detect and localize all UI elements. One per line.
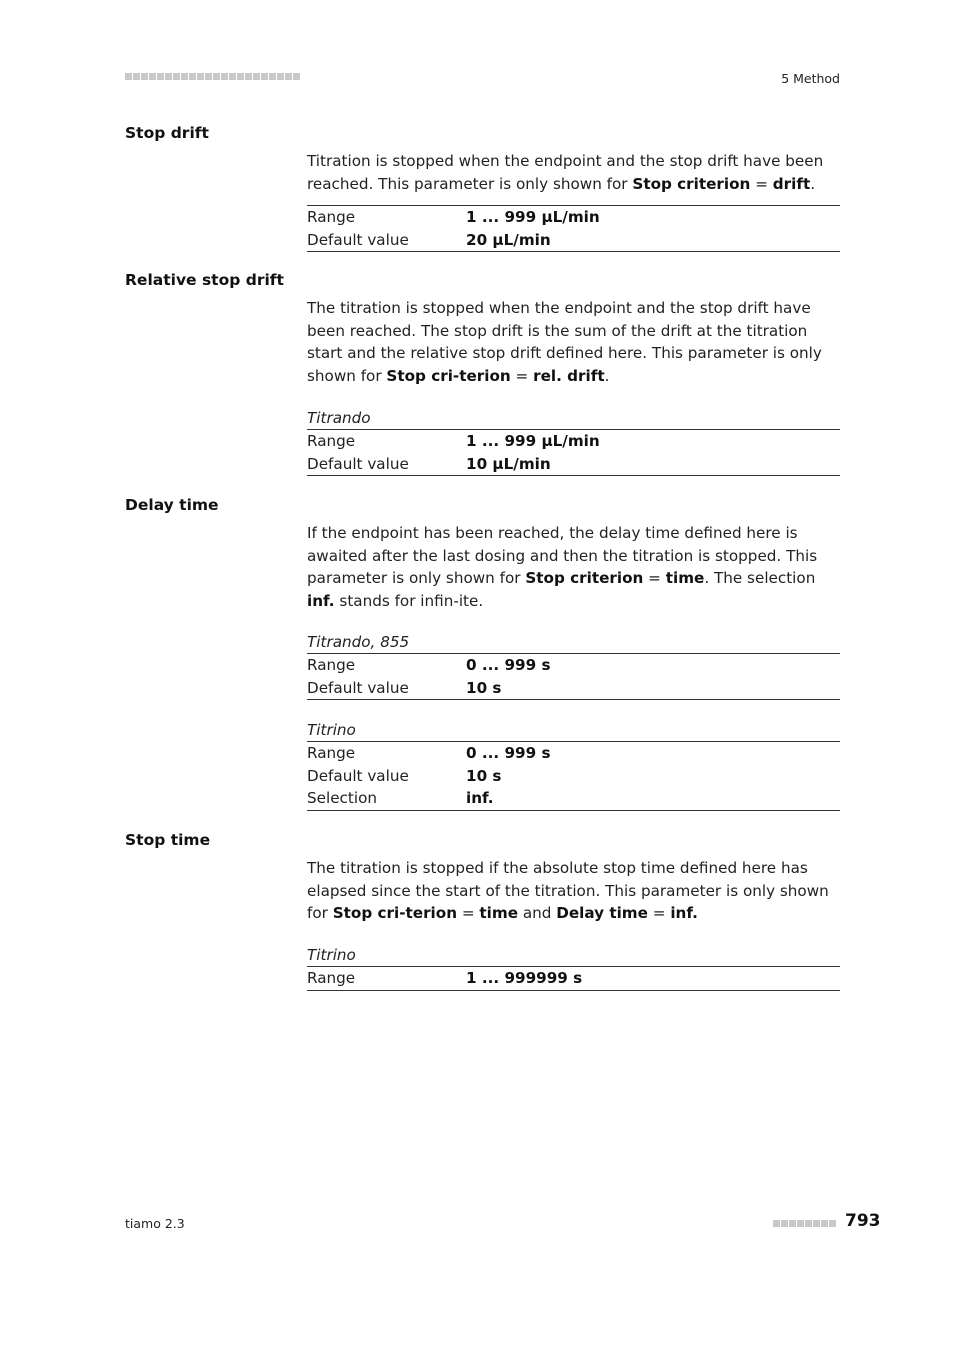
param-table-delay-time-titrando — [307, 631, 840, 700]
decoration-square — [141, 73, 148, 80]
decoration-square — [157, 73, 164, 80]
decoration-square — [813, 1220, 820, 1227]
decoration-square — [805, 1220, 812, 1227]
table-row: Selection inf. — [307, 789, 494, 807]
decoration-square — [773, 1220, 780, 1227]
table-caption: Titrino — [307, 721, 356, 739]
decoration-square — [245, 73, 252, 80]
decoration-square — [293, 73, 300, 80]
table-row: Range 0 ... 999 s — [307, 744, 551, 762]
param-table-stop-drift — [307, 205, 840, 252]
section-title-relative-stop-drift: Relative stop drift — [125, 271, 284, 289]
decoration-square — [821, 1220, 828, 1227]
table-row: Default value 10 s — [307, 766, 502, 785]
header-decoration — [125, 73, 300, 80]
decoration-square — [149, 73, 156, 80]
decoration-square — [213, 73, 220, 80]
table-row: Range 1 ... 999 µL/min — [307, 432, 600, 450]
decoration-square — [181, 73, 188, 80]
footer-decoration — [773, 1220, 836, 1227]
section-title-delay-time: Delay time — [125, 496, 219, 514]
decoration-square — [237, 73, 244, 80]
decoration-square — [125, 73, 132, 80]
decoration-square — [165, 73, 172, 80]
section-title-stop-time: Stop time — [125, 831, 211, 849]
page-number: 793 — [845, 1211, 881, 1231]
table-row: Range 0 ... 999 s — [307, 656, 551, 674]
decoration-square — [261, 73, 268, 80]
decoration-square — [797, 1220, 804, 1227]
decoration-square — [285, 73, 292, 80]
decoration-square — [221, 73, 228, 80]
table-caption: Titrando, 855 — [307, 633, 410, 651]
decoration-square — [229, 73, 236, 80]
product-version: tiamo 2.3 — [125, 1216, 185, 1231]
decoration-square — [189, 73, 196, 80]
decoration-square — [277, 73, 284, 80]
param-table-relative-stop-drift — [307, 407, 840, 476]
paragraph-stop-time: The titration is stopped if the absolute stop time defined here has elapsed since the start of the titration. This parameter is only shown for Stop cri-terion = time and Delay time = inf. — [307, 859, 829, 922]
table-row: Range 1 ... 999999 s — [307, 969, 583, 987]
section-title-stop-drift: Stop drift — [125, 124, 209, 142]
decoration-square — [269, 73, 276, 80]
decoration-square — [829, 1220, 836, 1227]
param-table-delay-time-titrino — [307, 719, 840, 811]
decoration-square — [789, 1220, 796, 1227]
paragraph-stop-drift: Titration is stopped when the endpoint and the stop drift have been reached. This parameter is only shown for Stop criterion = drift. — [307, 152, 824, 193]
chapter-label: 5 Method — [781, 71, 840, 86]
decoration-square — [205, 73, 212, 80]
table-row: Default value 10 µL/min — [307, 454, 551, 473]
decoration-square — [133, 73, 140, 80]
param-table-stop-time — [307, 944, 840, 991]
decoration-square — [253, 73, 260, 80]
table-row: Range 1 ... 999 µL/min — [307, 208, 600, 226]
table-caption: Titrando — [307, 409, 371, 427]
table-row: Default value 20 µL/min — [307, 230, 551, 249]
decoration-square — [173, 73, 180, 80]
decoration-square — [781, 1220, 788, 1227]
paragraph-relative-stop-drift: The titration is stopped when the endpoint and the stop drift have been reached. The stop drift is the sum of the drift at the titration start and the relative stop drift defined here. This parameter is only shown for Stop cri-terion = rel. drift. — [307, 299, 822, 385]
table-caption: Titrino — [307, 946, 356, 964]
table-row: Default value 10 s — [307, 678, 502, 697]
decoration-square — [197, 73, 204, 80]
paragraph-delay-time: If the endpoint has been reached, the delay time defined here is awaited after the last dosing and then the titration is stopped. This parameter is only shown for Stop criterion = time. The selection inf. stands for infin-ite. — [307, 524, 818, 610]
